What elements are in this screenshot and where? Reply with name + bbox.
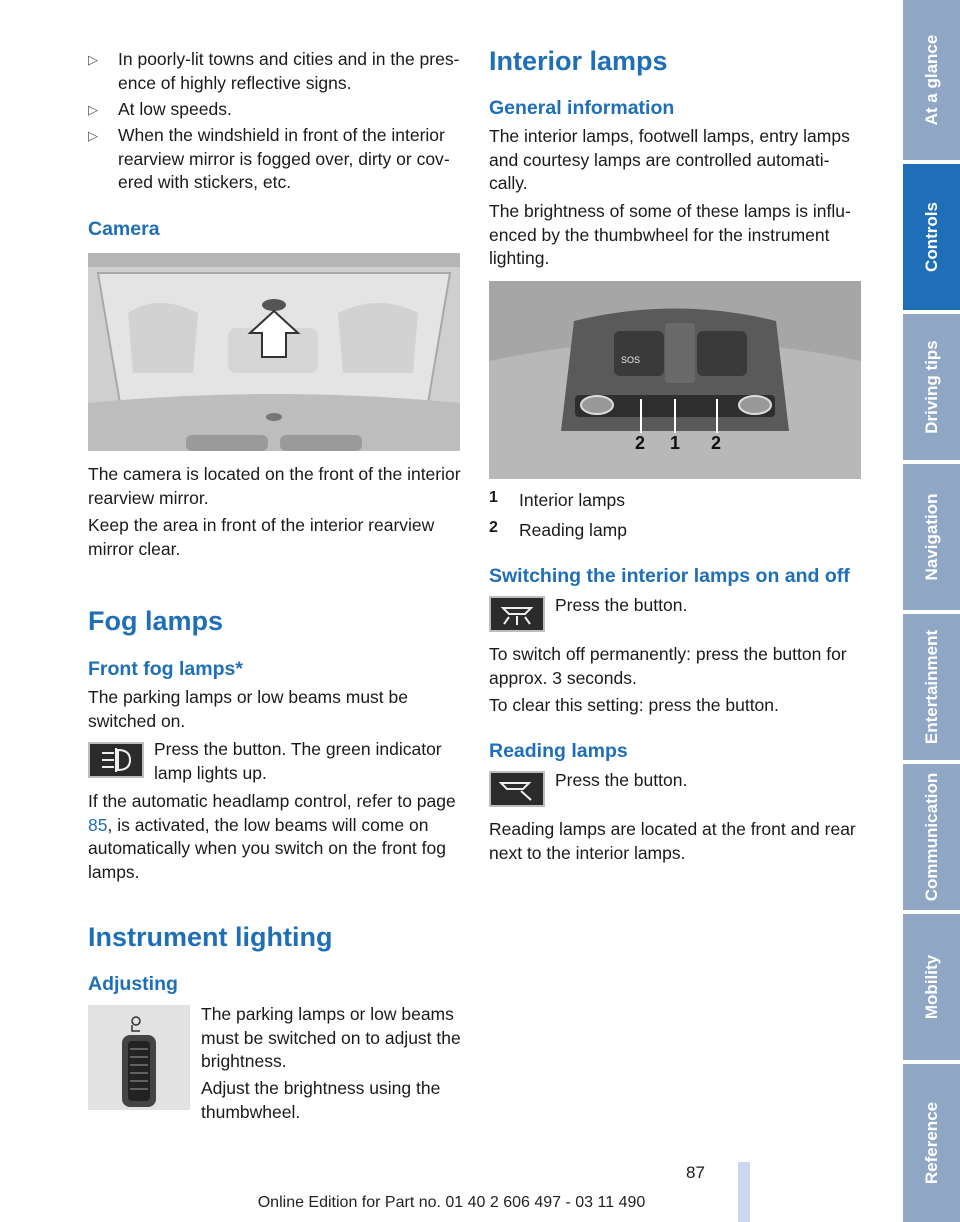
reading-lamp-button-figure [489, 771, 545, 807]
bullet-text: At low speeds. [118, 99, 232, 119]
thumbwheel-figure [88, 1005, 190, 1110]
instrument-lighting-title: Instrument lighting [88, 922, 333, 952]
adjusting-heading: Adjusting [88, 973, 178, 995]
switching-paragraph-3: To clear this setting: press the button. [489, 695, 779, 715]
reading-lamp-icon [491, 773, 543, 805]
bullet-triangle-icon: ▷ [88, 128, 98, 143]
bullet-item [88, 98, 462, 122]
adjusting-paragraph-2: Adjust the brightness using the thumbwheel. [201, 1078, 441, 1122]
fog-lamps-title: Fog lamps [88, 606, 224, 636]
switching-heading: Switching the interior lamps on and off [489, 565, 850, 587]
bullet-triangle-icon: ▷ [88, 52, 98, 67]
interior-lamps-illustration [489, 281, 861, 479]
thumbwheel-illustration [88, 1005, 190, 1110]
tab-navigation[interactable]: Navigation [903, 464, 960, 610]
camera-paragraph-2: Keep the area in front of the interior rearview mirror clear. [88, 515, 435, 559]
figure-label: 2 [711, 433, 722, 453]
camera-paragraph-1: The camera is located on the front of the interior rearview mirror. [88, 464, 461, 508]
tab-mobility[interactable]: Mobility [903, 914, 960, 1060]
camera-heading: Camera [88, 218, 160, 240]
tab-controls[interactable]: Controls [903, 164, 960, 310]
switching-paragraph-1: Press the button. [555, 595, 688, 615]
front-fog-paragraph-2: Press the button. The green indicator lamp lights up. [154, 739, 442, 783]
bullet-item [88, 48, 462, 95]
tab-reference[interactable]: Reference [903, 1064, 960, 1222]
bullet-text: In poorly-lit towns and cities and in the presence of highly reflective signs. [118, 49, 460, 93]
fog-lamp-button-figure [88, 742, 144, 778]
tab-communication[interactable]: Communication [903, 764, 960, 910]
switching-paragraph-2: To switch off permanently: press the button for approx. 3 seconds. [489, 644, 847, 688]
bullet-text: When the windshield in front of the interior rearview mirror is fogged over, dirty or covered with stickers, etc. [118, 125, 450, 192]
interior-lamps-figure [489, 281, 861, 479]
general-information-heading: General information [489, 97, 675, 119]
figure-label: 1 [670, 433, 681, 453]
figure-label: 2 [635, 433, 646, 453]
tab-at-a-glance[interactable]: At a glance [903, 0, 960, 160]
interior-lamps-title: Interior lamps [489, 46, 668, 76]
legend-item [489, 489, 861, 513]
camera-figure [88, 253, 460, 451]
page-link[interactable]: 85 [88, 814, 108, 835]
front-fog-paragraph-1: The parking lamps or low beams must be switched on. [88, 687, 408, 731]
windshield-illustration [88, 253, 460, 451]
chapter-tabs [903, 0, 960, 1222]
reading-paragraph-2: Reading lamps are located at the front and rear next to the interior lamps. [489, 819, 856, 863]
fog-lamp-icon [90, 744, 142, 776]
legend-text: Interior lamps [519, 490, 626, 510]
legend-item [489, 519, 861, 543]
interior-lamp-icon [491, 598, 543, 630]
front-fog-paragraph-3: If the automatic headlamp control, refer to page 85, is activated, the low beams will come on automatically when you switch on the front fog lamps. [88, 791, 456, 882]
tab-entertainment[interactable]: Entertainment [903, 614, 960, 760]
legend-number: 2 [489, 519, 498, 536]
bullet-item [88, 124, 462, 195]
general-paragraph-2: The brightness of some of these lamps is influenced by the thumbwheel for the instrument lighting. [489, 201, 851, 268]
legend-text: Reading lamp [519, 520, 627, 540]
reading-lamps-heading: Reading lamps [489, 740, 628, 762]
front-fog-heading: Front fog lamps* [88, 658, 243, 680]
page-number-bar [738, 1162, 750, 1222]
interior-lamp-button-figure [489, 596, 545, 632]
footer-text: Online Edition for Part no. 01 40 2 606 497 - 03 11 490 [257, 1194, 646, 1211]
legend-number: 1 [489, 489, 498, 506]
page-number: 87 [686, 1163, 705, 1182]
adjusting-paragraph-1: The parking lamps or low beams must be switched on to adjust the brightness. [201, 1004, 461, 1071]
tab-driving-tips[interactable]: Driving tips [903, 314, 960, 460]
reading-paragraph-1: Press the button. [555, 770, 688, 790]
bullet-triangle-icon: ▷ [88, 102, 98, 117]
sos-label: SOS [621, 355, 641, 365]
general-paragraph-1: The interior lamps, footwell lamps, entry lamps and courtesy lamps are controlled automatically. [489, 126, 850, 193]
